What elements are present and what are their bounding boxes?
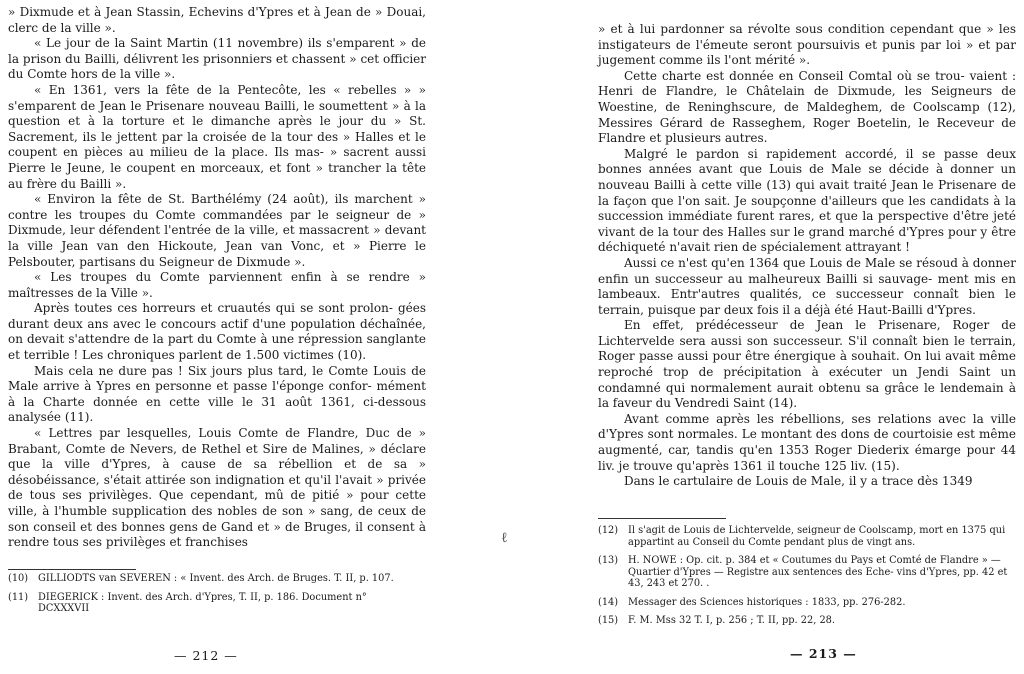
footnote-text: F. M. Mss 32 T. I, p. 256 ; T. II, pp. 22, 28.: [628, 615, 836, 626]
footnote-number: (15): [598, 615, 619, 626]
paragraph: Après toutes ces horreurs et cruautés qui se sont prolon- gées durant deux ans avec le concours actif d'une population déchaînée, on devait s'attendre de la part du Comte à une répression sanglante et terrible ! Les chroniques parlent de 1.500 victimes (10).: [8, 301, 426, 363]
paragraph: Mais cela ne dure pas ! Six jours plus tard, le Comte Louis de Male arrive à Ypres en personne et passe l'éponge confor- mément à la Charte donnée en cette ville le 31 août 1361, ci-dessous analysée (11).: [8, 363, 426, 425]
footnote-number: (14): [598, 596, 619, 608]
footnote-text: Messager des Sciences historiques : 1833, pp. 276-282.: [628, 596, 906, 608]
right-footnotes: [598, 525, 1018, 634]
footnote-text: GILLIODTS van SEVEREN : « Invent. des Arch. de Bruges. T. II, p. 107.: [38, 573, 394, 584]
paragraph: Aussi ce n'est qu'en 1364 que Louis de Male se résoud à donner enfin un successeur au malheureux Bailli si sauvage- ment mis en lambeaux. Entr'autres qualités, ce successeur connaît bien le terrain, puisque par deux fois il a déjà été Haut-Bailli d'Ypres.: [598, 255, 1016, 317]
paragraph: « Les troupes du Comte parviennent enfin à se rendre » maîtresses de la Ville ».: [8, 270, 426, 300]
footnote-text: Il s'agit de Louis de Lichtervelde, seigneur de Coolscamp, mort en 1375 qui appartint au Conseil du Comte pendant plus de vingt ans.: [628, 525, 1006, 548]
paragraph: » et à lui pardonner sa révolte sous condition cependant que » les instigateurs de l'émeute seront poursuivis et punis par loi » et par jugement comme ils l'ont mérité ».: [598, 22, 1016, 68]
left-page: [0, 0, 500, 674]
footnote-number: (13): [598, 555, 619, 566]
paragraph: Cette charte est donnée en Conseil Comtal où se trou- vaient : Henri de Flandre, le Châtelain de Dixmude, les Seigneurs de Woestine, de Reninghscure, de Maldeghem, de Coolscamp (12), Messires Gérard de Rasseghem, Roger Boetelin, le Receveur de Flandre et plusieurs autres.: [598, 68, 1016, 146]
paragraph: « Lettres par lesquelles, Louis Comte de Flandre, Duc de » Brabant, Comte de Nevers, de Rethel et Sire de Malines, » déclare que la ville d'Ypres, à cause de sa rébellion et de sa » désobéissance, s'était attirée son indignation et qu'il l'avait » privée de tous ses privilèges. Que cependant, mû de pitié » pour cette ville, à l'humble supplication des nobles de son » sang, de ceux de son conseil et des bonnes gens de Gand et » de Bruges, il consent à rendre tous ses privilèges et franchises: [8, 426, 426, 550]
footnote-number: (10): [8, 573, 29, 584]
footnote: [8, 573, 418, 585]
paragraph: « Environ la fête de St. Barthélémy (24 août), ils marchent » contre les troupes du Comte commandées par le seigneur de » Dixmude, leur défendent l'entrée de la ville, et massacrent » devant la ville Jean van den Hickoute, Jean van Vonc, et » Pierre le Pelsbouter, partisans du Seigneur de Dixmude ».: [8, 192, 426, 269]
footnote: [598, 525, 1018, 548]
paragraph: En effet, prédécesseur de Jean le Prisenare, Roger de Lichtervelde sera aussi son successeur. S'il connaît bien le terrain, Roger passe aussi pour être énergique à souhait. On lui avait même reproché trop de précipitation à exécuter un Jendi Saint un condamné qui normalement aurait obtenu sa grâce le lendemain à la faveur du Vendredi Saint (14).: [598, 318, 1016, 411]
paragraph: Avant comme après les rébellions, ses relations avec la ville d'Ypres sont normales. Le montant des dons de courtoisie est même augmenté, car, tandis qu'en 1353 Roger Diederix émarge pour 44 liv. je trouve qu'après 1361 il touche 125 liv. (15).: [598, 411, 1016, 473]
footnote-text: DIEGERICK : Invent. des Arch. d'Ypres, T. II, p. 186. Document n° DCXXXVII: [38, 591, 367, 614]
paragraph: « Le jour de la Saint Martin (11 novembre) ils s'emparent » de la prison du Bailli, délivrent les prisonniers et chassent » cet officier du Comte hors de la ville ».: [8, 36, 426, 82]
footnote: [8, 592, 418, 615]
paragraph: » Dixmude et à Jean Stassin, Echevins d'Ypres et à Jean de » Douai, clerc de la ville ».: [8, 5, 426, 35]
paragraph: « En 1361, vers la fête de la Pentecôte, les « rebelles » » s'emparent de Jean le Prisenare nouveau Bailli, le soumettent » à la question et à la torture et le dimanche après le jour du » St. Sacrement, ils le jettent par la croisée de la tour des » Halles et le coupent en pièces au milieu de la place. Ils mas- » sacrent aussi Pierre le Jeune, le coupent en morceaux, et font » trancher la tête au frère du Bailli ».: [8, 82, 426, 191]
left-footnotes: [8, 573, 418, 622]
right-page-body: [598, 22, 1016, 490]
footnote: [598, 555, 1018, 590]
footnote-text: H. NOWE : Op. cit. p. 384 et « Coutumes du Pays et Comté de Flandre » — Quartier d'Ypres — Registre aux sentences des Eche- vins d'Ypres, pp. 42 et 43, 243 et 270. .: [628, 555, 1008, 589]
footnote: [598, 597, 1018, 609]
footnote-number: (11): [8, 591, 29, 603]
footnote-divider: [8, 569, 136, 570]
page-number: — 213 —: [790, 646, 857, 661]
page-number: — 212 —: [174, 648, 238, 663]
left-page-body: [8, 5, 426, 551]
footnote-number: (12): [598, 525, 619, 536]
footnote: [598, 615, 1018, 627]
right-page: [500, 0, 1024, 674]
paragraph: Dans le cartulaire de Louis de Male, il y a trace dès 1349: [624, 474, 973, 489]
footnote-divider: [598, 518, 726, 519]
gutter-mark: ℓ: [501, 530, 508, 546]
paragraph: Malgré le pardon si rapidement accordé, il se passe deux bonnes années avant que Louis de Male se décide à donner un nouveau Bailli à cette ville (13) qui avait traité Jean le Prisenare de la façon que l'on sait. Je soupçonne d'ailleurs que les candidats à la succession immédiate furent rares, et que la perspective d'être jeté vivant de la tour des Halles sur le grand marché d'Ypres pour y être déchiqueté n'avait rien de spécialement attrayant !: [598, 146, 1016, 255]
